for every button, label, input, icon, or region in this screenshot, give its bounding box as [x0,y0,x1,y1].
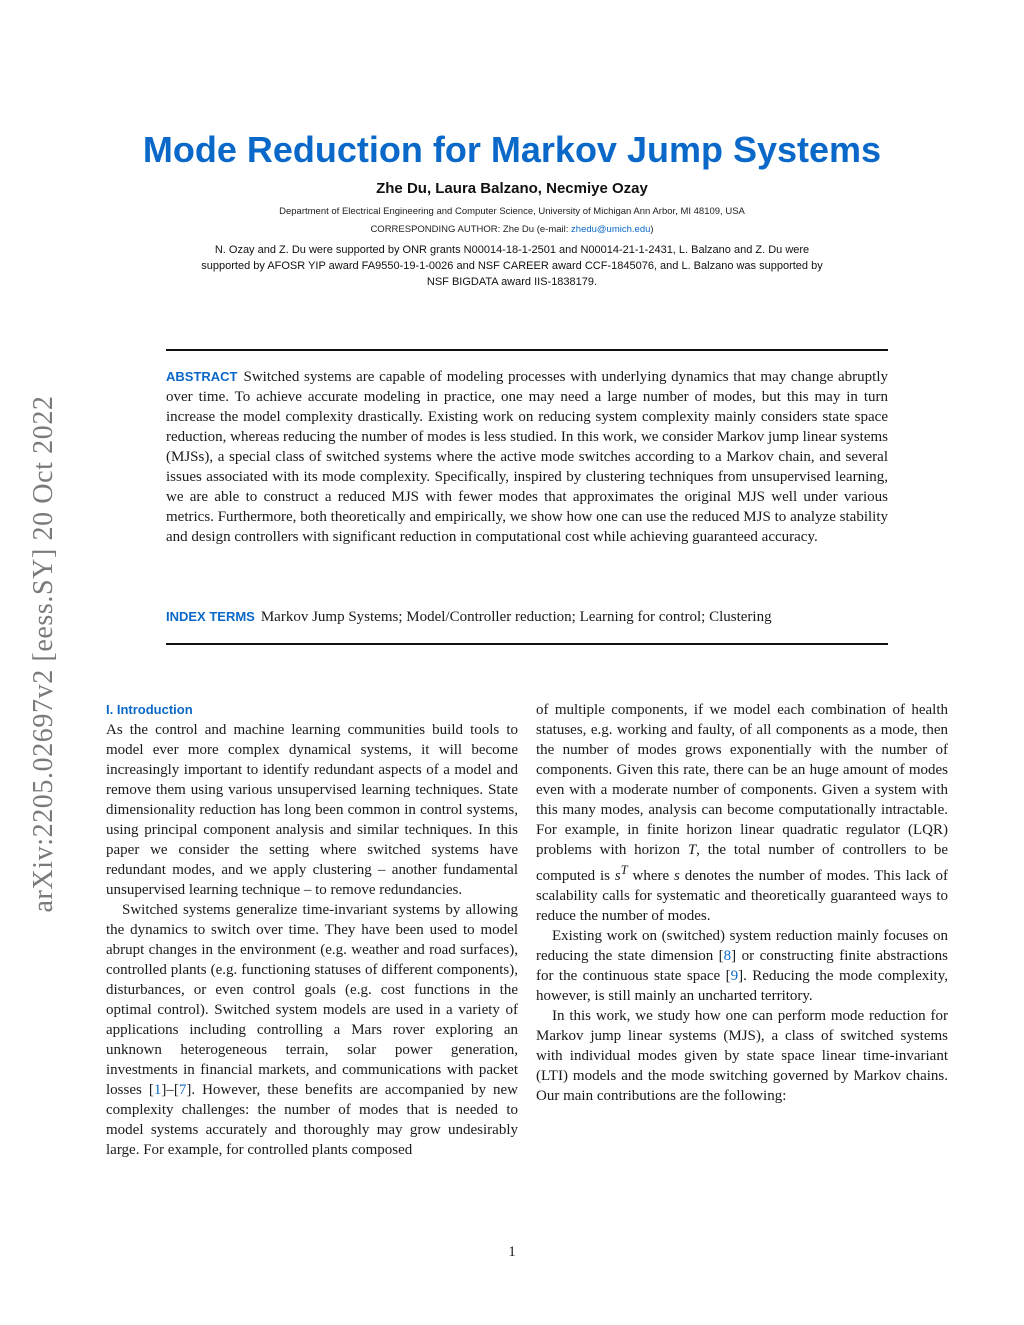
intro-paragraph-2-cont [536,700,948,926]
citation-link-9[interactable]: 9 [730,968,739,984]
citation-link-1[interactable]: 1 [153,1082,162,1098]
intro-p2-text-b: . However, these benefits are accompanied by new complexity challenges: the number of modes that is needed to model systems accurately and thoroughly may grow undesirably large. For example, for controlled plants composed [106,1082,518,1158]
authors: Zhe Du, Laura Balzano, Necmiye Ozay [376,180,648,197]
math-superscript-T: T [620,863,628,877]
index-terms [166,607,888,627]
intro-p3-text-c: ]. Reducing the mode complexity, however, is still mainly an uncharted territory. [536,968,948,1004]
corresponding-suffix: ) [650,224,654,235]
index-terms-text: Markov Jump Systems; Model/Controller reduction; Learning for control; Clustering [260,609,772,625]
abstract-bottom-rule [166,643,888,645]
intro-paragraph-3 [536,926,948,1006]
intro-paragraph-2: Switched systems generalize time-invariant systems by allowing the dynamics to switch over time. They have been used to model abrupt changes in the environment (e.g. weather and road surfaces), controlled plants (e.g. functioning statuses of different components), disturbances, or even control goals (e.g. cost functions in the optimal control). Switched system models are used in a variety of applications including controlling a Mars rover exploring an unknown heterogeneous terrain, solar power generation, investments in financial markets, and communications with packet losses [1]–[7]. However, these benefits are accompanied by new complexity challenges: the number of modes that is needed to model systems accurately and thoroughly may grow undesirably large. For example, for controlled plants composed [106,902,518,1158]
index-terms-label: INDEX TERMS [166,609,255,624]
intro-paragraph-1: As the control and machine learning communities build tools to model ever more complex dynamical systems, it will become increasingly important to identify redundant aspects of a model and remove them using various unsupervised learning techniques. State dimensionality reduction has long been common in control systems, using principal component analysis and similar techniques. In this paper we consider the setting where switched systems have redundant modes, and we apply clustering – another fundamental unsupervised learning technique – to remove redundancies. [106,722,518,898]
citation-link-7[interactable]: 7 [178,1082,187,1098]
math-s: s [614,868,621,884]
intro-p3-text-a: Existing work on (switched) system reduction mainly focuses on reducing the state dimension [ [536,928,948,964]
intro-p2c-text-c: where [627,868,675,884]
math-T: T [687,842,697,858]
paper-title: Mode Reduction for Markov Jump Systems [142,129,882,170]
intro-p2-text-a: Switched systems generalize time-invariant systems by allowing the dynamics to switch over time. They have been used to model abrupt changes in the environment (e.g. weather and road surfaces), controlled plants (e.g. functioning statuses of different components), disturbances, or even control goals (e.g. cost functions in the optimal control). Switched system models are used in a variety of applications including controlling a Mars rover exploring an unknown heterogeneous terrain, solar power generation, investments in financial markets, and communications with packet losses [106,902,518,1098]
corresponding-prefix: CORRESPONDING AUTHOR: Zhe Du (e-mail: [370,224,572,235]
section-heading: I. Introduction [106,702,193,717]
abstract-label: ABSTRACT [166,369,238,384]
arxiv-id: arXiv:2205.02697v2 [eess.SY] 20 Oct 2022 [28,395,59,913]
math-s-2: s [674,868,680,884]
right-column [536,700,948,1106]
page-number: 1 [508,1244,516,1260]
arxiv-stamp [24,348,64,960]
intro-p3-text-b: ] or constructing finite abstractions for the continuous state space [ [536,948,948,984]
intro-p2c-text-a: of multiple components, if we model each combination of health statuses, e.g. working and faulty, of all components as a mode, then the number of modes grows exponentially with the number of components. Given this rate, there can be an huge amount of modes even with a moderate number of components. Given a system with this many modes, analysis can become computationally intractable. For example, in finite horizon linear quadratic regulator (LQR) problems with horizon [536,702,948,858]
abstract [166,367,888,547]
abstract-text: Switched systems are capable of modeling processes with underlying dynamics that may change abruptly over time. To achieve accurate modeling in practice, one may need a large number of modes, but this may in turn increase the model complexity drastically. Existing work on reducing system complexity mainly considers state space reduction, whereas reducing the number of modes is less studied. In this work, we consider Markov jump linear systems (MJSs), a special class of switched systems where the active mode switches according to a Markov chain, and several issues associated with its mode complexity. Specifically, inspired by clustering techniques from unsupervised learning, we are able to construct a reduced MJS with fewer modes that approximates the original MJS well under various metrics. Furthermore, both theoretically and empirically, we show how one can use the reduced MJS to analyze stability and design controllers with significant reduction in computational cost while achieving guaranteed accuracy. [166,369,888,545]
affiliation: Department of Electrical Engineering and Computer Science, University of Michigan Ann Arbor, MI 48109, USA [279,206,745,217]
intro-p2c-text-b: , the total number of controllers to be computed is [536,842,948,884]
intro-paragraph-4: In this work, we study how one can perform mode reduction for Markov jump linear systems (MJS), a class of switched systems with individual modes given by state space linear time-invariant (LTI) models and the mode switching governed by Markov chains. Our main contributions are the following: [536,1008,948,1104]
math-s-power [614,863,628,884]
corresponding-author [0,224,1024,235]
abstract-top-rule [166,349,888,351]
intro-p2c-text-d: denotes the number of modes. This lack of scalability calls for systematic and theoretically guaranteed ways to reduce the number of modes. [536,868,948,924]
funding-note: N. Ozay and Z. Du were supported by ONR grants N00014-18-1-2501 and N00014-21-1-2431, L. Balzano and Z. Du were supported by AFOSR YIP award FA9550-19-1-0026 and NSF CAREER award CCF-1845076, and L. Balzano was supported by NSF BIGDATA award IIS-1838179. [201,244,823,288]
author-email-link[interactable]: zhedu@umich.edu [571,224,651,235]
citation-link-8[interactable]: 8 [723,948,732,964]
left-column [106,700,518,1160]
